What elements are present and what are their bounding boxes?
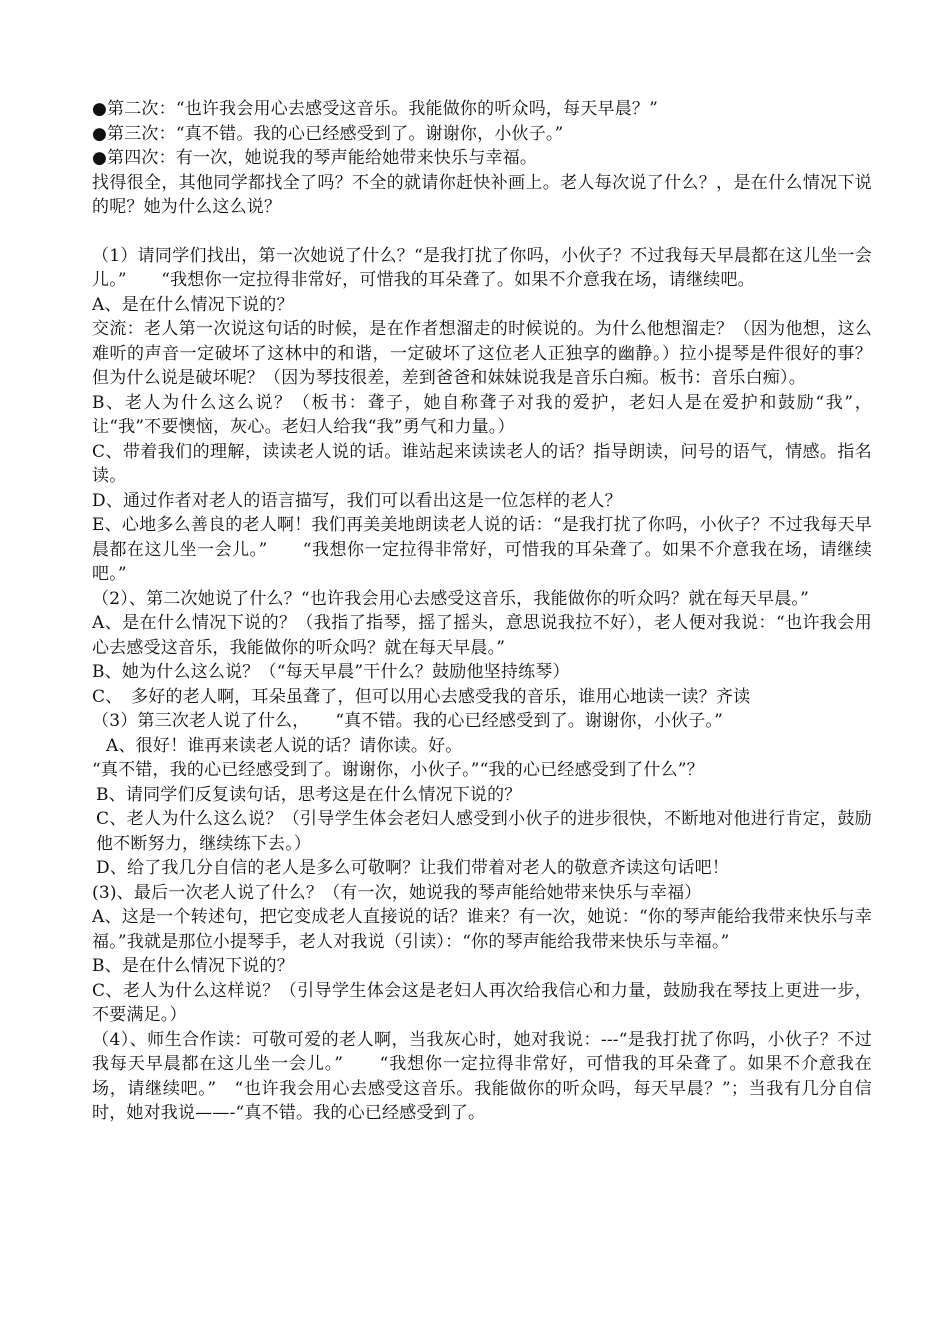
section-4-item-a: A、这是一个转述句，把它变成老人直接说的话？谁来？有一次，她说：“你的琴声能给我带来快乐与幸福。”我就是那位小提琴手，老人对我说（引读）：“你的琴声能给我带来快乐与幸福。” bbox=[92, 907, 872, 952]
section-1-item-c: C、带着我们的理解，读读老人说的话。谁站起来读读老人的话？指导朗读，问号的语气，情感。指名读。 bbox=[92, 441, 872, 486]
section-3-item-b: B、请同学们反复读句话，思考这是在什么情况下说的？ bbox=[96, 784, 522, 805]
section-1-heading: （1）请同学们找出，第一次她说了什么？“是我打扰了你吗，小伙子？不过我每天早晨都在这儿坐一会儿。” “我想你一定拉得非常好，可惜我的耳朵聋了。如果不介意我在场，请继续吧。 bbox=[92, 245, 872, 290]
section-1-item-d: D、通过作者对老人的语言描写，我们可以看出这是一位怎样的老人？ bbox=[92, 490, 622, 511]
section-5-heading: （4）、师生合作读：可敬可爱的老人啊，当我灰心时，她对我说：---“是我打扰了你吗，小伙子？不过我每天早晨都在这儿坐一会儿。” “我想你一定拉得非常好，可惜我的耳朵聋了。如果不介意我在场，请继续吧。” “也许我会用心去感受这音乐。我能做你的听众吗，每天早晨？”；当我有几分自信时，她对我说——-“真不错。我的心已经感受到了。 bbox=[92, 1029, 872, 1123]
blank-line bbox=[92, 220, 872, 244]
bullet-third-time: ●第三次：“真不错。我的心已经感受到了。谢谢你，小伙子。” bbox=[92, 123, 564, 144]
section-1-item-a: A、是在什么情况下说的？ bbox=[92, 294, 294, 315]
section-3-quote: “真不错，我的心已经感受到了。谢谢你，小伙子。”“我的心已经感受到了什么”？ bbox=[92, 760, 704, 780]
bullet-fourth-time: ●第四次：有一次，她说我的琴声能给她带来快乐与幸福。 bbox=[92, 148, 538, 168]
section-3-item-a: A、很好！谁再来读老人说的话？请你读。好。 bbox=[106, 735, 463, 756]
section-4-heading: (3)、最后一次老人说了什么？（有一次，她说我的琴声能给她带来快乐与幸福） bbox=[92, 882, 702, 903]
section-3-item-c: C、老人为什么这么说？（引导学生体会老妇人感受到小伙子的进步很快，不断地对他进行肯定，鼓励他不断努力，继续练下去。） bbox=[96, 809, 872, 854]
section-1-item-e: E、心地多么善良的老人啊！我们再美美地朗读老人说的话：“是我打扰了你吗，小伙子？不过我每天早晨都在这儿坐一会儿。” “我想你一定拉得非常好，可惜我的耳朵聋了。如果不介意我在场，请继续吧。” bbox=[92, 515, 872, 584]
section-3-item-d: D、给了我几分自信的老人是多么可敬啊？让我们带着对老人的敬意齐读这句话吧！ bbox=[96, 858, 730, 878]
section-4-item-b: B、是在什么情况下说的？ bbox=[92, 956, 294, 976]
section-2-item-c: C、 多好的老人啊，耳朵虽聋了，但可以用心去感受我的音乐，谁用心地读一读？齐读 bbox=[92, 686, 751, 707]
intro-paragraph: 找得很全，其他同学都找全了吗？不全的就请你赶快补画上。老人每次说了什么？，是在什么情况下说的呢？她为什么这么说？ bbox=[92, 172, 872, 217]
section-1-item-b: B、老人为什么这么说？（板书：聋子，她自称聋子对我的爱护，老妇人是在爱护和鼓励“我”，让“我”不要懊恼，灰心。老妇人给我“我”勇气和力量。） bbox=[92, 392, 872, 437]
section-3-heading: （3）第三次老人说了什么， “真不错。我的心已经感受到了。谢谢你，小伙子。” bbox=[92, 711, 723, 731]
section-1-discussion: 交流：老人第一次说这句话的时候，是在作者想溜走的时候说的。为什么他想溜走？（因为他想，这么难听的声音一定破坏了这林中的和谐，一定破坏了这位老人正独享的幽静。）拉小提琴是件很好的事？但为什么说是破坏呢？（因为琴技很差，差到爸爸和妹妹说我是音乐白痴。板书：音乐白痴）。 bbox=[92, 319, 872, 388]
bullet-second-time: ●第二次：“也许我会用心去感受这音乐。我能做你的听众吗，每天早晨？” bbox=[92, 99, 659, 119]
document-page bbox=[92, 97, 872, 1126]
section-2-item-a: A、是在什么情况下说的？（我指了指琴，摇了摇头，意思说我拉不好），老人便对我说：“也许我会用心去感受这音乐，我能做你的听众吗？就在每天早晨。” bbox=[92, 613, 872, 658]
section-2-item-b: B、她为什么这么说？（“每天早晨”干什么？鼓励他坚持练琴） bbox=[92, 662, 570, 682]
section-2-heading: （2）、第二次她说了什么？“也许我会用心去感受这音乐，我能做你的听众吗？就在每天早晨。” bbox=[92, 588, 809, 609]
section-4-item-c: C、老人为什么这样说？（引导学生体会这是老妇人再次给我信心和力量，鼓励我在琴技上更进一步，不要满足。） bbox=[92, 980, 872, 1025]
